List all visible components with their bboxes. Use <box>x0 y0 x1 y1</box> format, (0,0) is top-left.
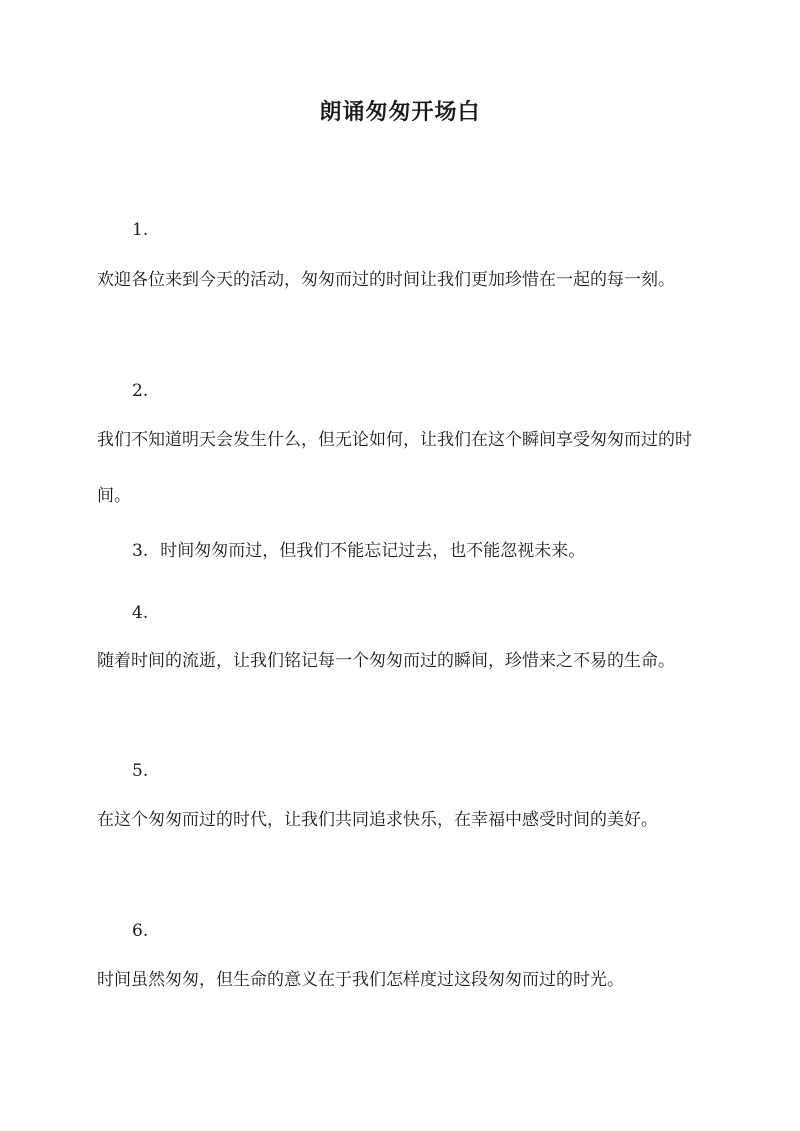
item-number: 3. <box>132 541 149 561</box>
item-number: 2. <box>132 381 149 401</box>
item-text: 在这个匆匆而过的时代，让我们共同追求快乐，在幸福中感受时间的美好。 <box>97 810 658 830</box>
document-title: 朗诵匆匆开场白 <box>319 99 481 125</box>
item-text: 随着时间的流逝，让我们铭记每一个匆匆而过的瞬间，珍惜来之不易的生命。 <box>97 651 675 671</box>
item-number: 4. <box>132 603 149 623</box>
item-number: 6. <box>132 921 149 941</box>
item-text: 时间匆匆而过，但我们不能忘记过去，也不能忽视未来。 <box>160 541 586 561</box>
item-text: 我们不知道明天会发生什么，但无论如何，让我们在这个瞬间享受匆匆而过的时间。 <box>97 430 692 506</box>
item-number: 1. <box>132 220 149 240</box>
item-line <box>132 538 585 564</box>
item-text: 欢迎各位来到今天的活动，匆匆而过的时间让我们更加珍惜在一起的每一刻。 <box>97 270 675 290</box>
item-text: 时间虽然匆匆，但生命的意义在于我们怎样度过这段匆匆而过的时光。 <box>97 970 624 990</box>
item-number: 5. <box>132 761 149 781</box>
